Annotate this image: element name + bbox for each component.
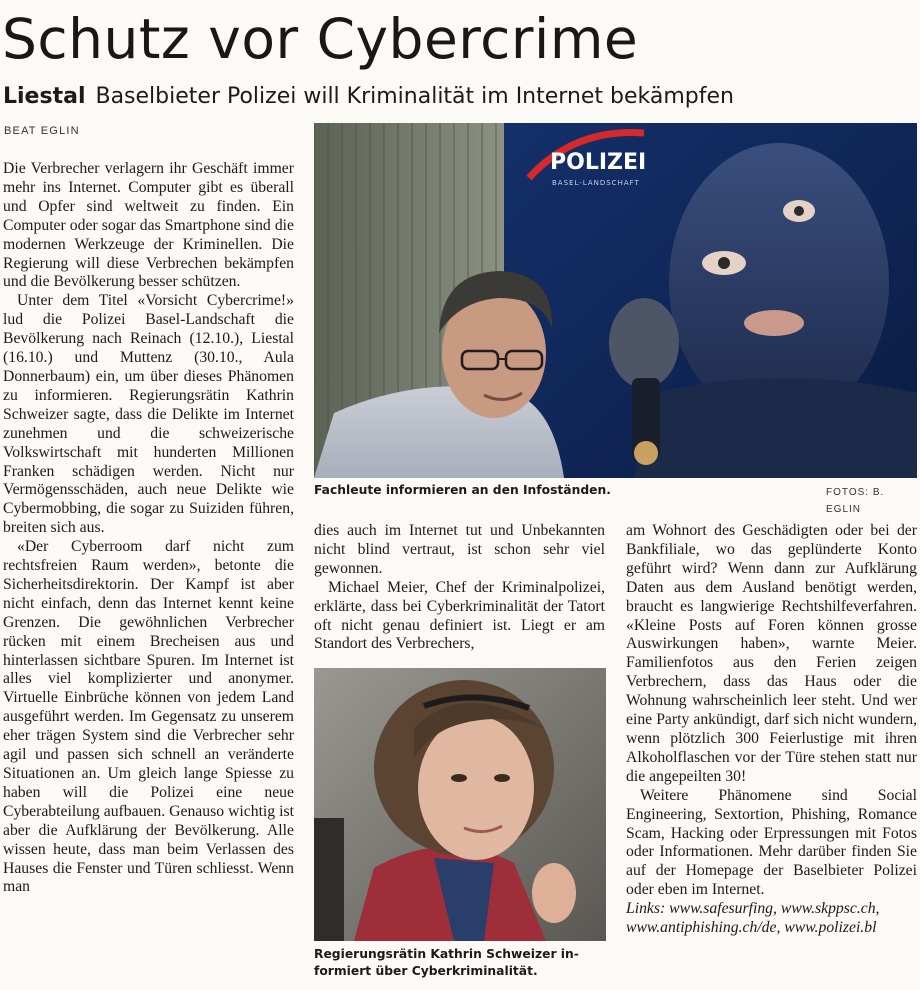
photo2-caption-line2: formiert über Cyberkriminalität. [314, 964, 538, 978]
photo-credit: FOTOS: B. EGLIN [826, 487, 885, 515]
byline: BEAT EGLIN [4, 125, 80, 137]
paragraph: Michael Meier, Chef der Kriminalpolizei, erklärte, dass bei Cyberkriminalität der Tatort oft nicht genau definiert ist. Liegt er am Standort des Verbrechers, [314, 578, 605, 653]
photo-info-stand [314, 123, 917, 478]
photo2-caption [314, 946, 606, 980]
subheadline-text: Baselbieter Polizei will Kriminalität im Internet bekämpfen [95, 84, 734, 109]
photo2-caption-line1: Regierungsrätin Kathrin Schweizer in- [314, 947, 579, 961]
links-line: Links: www.safesurfing, www.skppsc.ch, [626, 900, 880, 918]
article-column-2 [314, 522, 605, 654]
paragraph: dies auch im Internet tut und Unbekannten nicht blind vertraut, ist schon sehr viel gewonnen. [314, 522, 605, 577]
poster-region-text: BASEL-LANDSCHAFT [552, 179, 640, 187]
dateline-place: Liestal [3, 84, 86, 109]
photo1-caption: Fachleute informieren an den Infoständen. [314, 483, 611, 497]
poster-polizei-text: POLIZEI [550, 150, 647, 175]
paragraph: Weitere Phänomene sind Social Engineering, Sextortion, Phishing, Romance Scam, Hacking oder Erpressungen mit Fotos oder Informationen. Mehr darüber finden Sie auf der Homepage der Baselbieter Polizei oder eben im Internet. [626, 786, 917, 899]
article-column-1 [3, 160, 294, 897]
article-subheadline [3, 83, 734, 111]
paragraph: Unter dem Titel «Vorsicht Cybercrime!» lud die Polizei Basel-Landschaft die Bevölkerung nach Reinach (12.10.), Liestal (16.10.) und Muttenz (30.10., Aula Donnerbaum) ein, um über dieses Phänomen zu informieren. Regierungsrätin Kathrin Schweizer sagte, dass die Delikte im Internet zunehmen und die schweizerische Volkswirtschaft mit hunderten Millionen Franken schädigen werden. Nicht nur Vermögensschäden, auch neue Delikte wie Cybermobbing, die sogar zu Suiziden führen, breiten sich aus. [3, 292, 294, 537]
article-headline: Schutz vor Cybercrime [2, 7, 639, 71]
paragraph: «Der Cyberroom darf nicht zum rechtsfreien Raum werden», betonte die Sicherheitsdirektorin. Der Kampf ist aber nicht einfach, denn das Internet kennt keine Grenzen. Die gewöhnlichen Verbrecher rücken mit einem Brecheisen aus und hinterlassen sichtbare Spuren. Im Internet ist alles viel komplizierter und anonymer. Virtuelle Einbrüche können von jedem Land ausgeführt werden. Im Gegensatz zu unserem eher trägen System sind die Verbrecher sehr agil und passen sich schnell an veränderte Situationen an. Um gleich lange Spiesse zu haben will die Polizei eine neue Cyberabteilung aufbauen. Genauso wichtig ist aber die Aufklärung der Bevölkerung. Alle wissen heute, dass man beim Verlassen des Hauses die Fenster und Türen schliesst. Wenn man [3, 538, 294, 896]
links-line: www.antiphishing.ch/de, www.polizei.bl [626, 919, 877, 937]
article-column-3 [626, 522, 917, 938]
photo-councillor-portrait [314, 668, 606, 941]
paragraph: Die Verbrecher verlagern ihr Geschäft immer mehr ins Internet. Computer gibt es überall und Opfer sind weltweit zu finden. Ein Computer oder sogar das Smartphone sind die modernen Werkzeuge der Kriminellen. Die Regierung will diese Verbrechen bekämpfen und die Bevölkerung besser schützen. [3, 160, 294, 291]
paragraph: am Wohnort des Geschädigten oder bei der Bankfiliale, wo das geplünderte Konto geführt wird? Wenn dann zur Aufklärung Daten aus dem Ausland benötigt werden, braucht es langwierige Rechtshilfeverfahren. «Kleine Posts auf Foren können grosse Auswirkungen haben», warnte Meier. Familienfotos aus den Ferien zeigen Verbrechern, dass das Haus oder die Wohnung wahrscheinlich leer steht. Und wer eine Party ankündigt, darf sich nicht wundern, wenn plötzlich 300 Feierlustige mit ihren Alkoholflaschen vor der Türe stehen statt nur die angepeilten 30! [626, 522, 917, 785]
